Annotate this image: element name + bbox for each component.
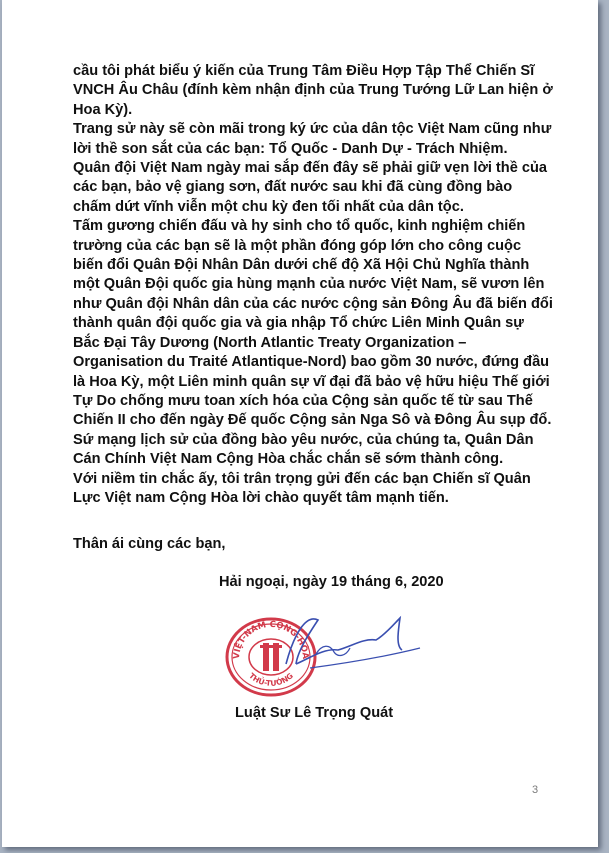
closing-line: Thân ái cùng các bạn,	[73, 536, 226, 552]
paragraph-3: Quân đội Việt Nam ngày mai sắp đến đây sẽ phải giữ vẹn lời thề của các bạn, bảo vệ giang sơn, đất nước sau khi đã cùng đồng bào chấm dứt vĩnh viễn một chu kỳ đen tối nhất của dân tộc.	[73, 160, 548, 215]
paragraph-5: Sứ mạng lịch sử của đồng bào yêu nước, của chúng ta, Quân Dân Cán Chính Việt Nam Cộng Hòa chắc chắn sẽ sớm thành công.	[73, 431, 534, 468]
paragraph-4: Tấm gương chiến đấu và hy sinh cho tổ quốc, kinh nghiệm chiến trường của các bạn sẽ là một phần đóng góp lớn cho công cuộc biến đổi Quân Đội Nhân Dân dưới chế độ Xã Hội Chủ Nghĩa thành một Quân Đội quốc gia hùng mạnh của nước Việt Nam, sẽ vươn lên như Quân đội Nhân dân của các nước cộng sản Đông Âu đã biến đổi thành quân đội quốc gia và gia nhập Tổ chức Liên Minh Quân sự Bắc Đại Tây Dương (North Atlantic Treaty Organization – Organisation du Traité Atlantique-Nord) bao gồm 30 nước, đứng đầu là Hoa Kỳ, một Liên minh quân sự vĩ đại đã bảo vệ hữu hiệu Thế giới Tự Do chống mưu toan xích hóa của Cộng sản quốc tế từ sau Thế Chiến II cho đến ngày Đế quốc Cộng sản Nga Sô và Đông Âu sụp đổ.	[73, 218, 553, 429]
paragraph-6: Với niềm tin chắc ấy, tôi trân trọng gửi đến các bạn Chiến sĩ Quân Lực Việt nam Cộng Hòa lời chào quyết tâm mạnh tiến.	[73, 470, 531, 506]
page-number: 3	[532, 784, 539, 796]
date-line: Hải ngoại, ngày 19 tháng 6, 2020	[219, 574, 444, 590]
document-page	[2, 0, 598, 847]
paragraph-1: cầu tôi phát biểu ý kiến của Trung Tâm Điều Hợp Tập Thể Chiến Sĩ VNCH Âu Châu (đính kèm nhận định của Trung Tướng Lữ Lan hiện ở Hoa Kỳ).	[73, 63, 553, 118]
seal-bottom-text: THỦ-TƯỚNG	[247, 671, 295, 688]
paragraph-2: Trang sử này sẽ còn mãi trong ký ức của dân tộc Việt Nam cũng như lời thề son sắt của các bạn: Tổ Quốc - Danh Dự - Trách Nhiệm.	[73, 121, 552, 157]
handwritten-signature	[280, 606, 430, 676]
letter-body	[73, 62, 553, 508]
signer-name: Luật Sư Lê Trọng Quát	[235, 705, 394, 721]
seal-top-text: VIỆT-NAM CỘNG-HÒA	[231, 619, 311, 660]
